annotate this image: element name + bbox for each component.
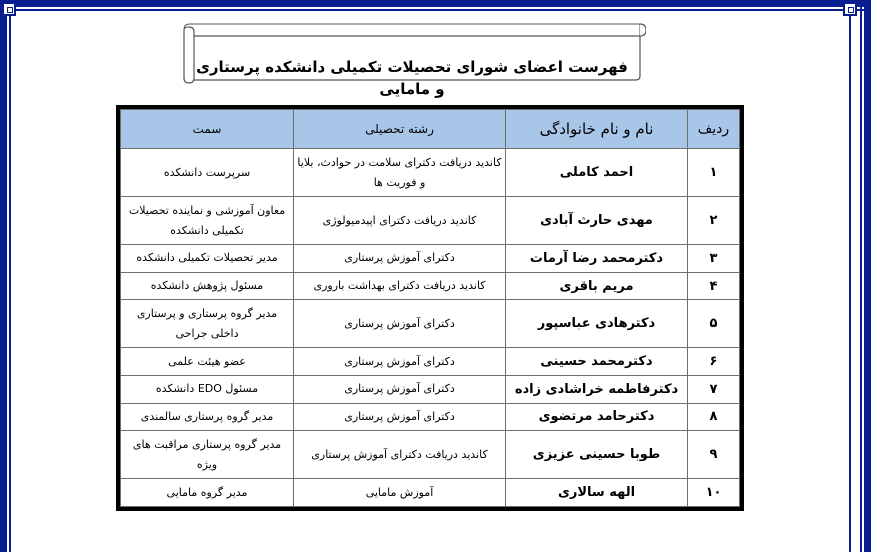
cell-row-number: ۳ xyxy=(688,245,740,273)
cell-field: کاندید دریافت دکترای بهداشت باروری xyxy=(294,272,506,300)
table-row xyxy=(121,300,740,348)
cell-name: دکترهادی عباسپور xyxy=(506,300,688,348)
cell-name: دکترمحمد حسینی xyxy=(506,348,688,376)
cell-position: معاون آموزشی و نماینده تحصیلات تکمیلی دانشکده xyxy=(121,197,294,245)
table-row xyxy=(121,197,740,245)
cell-name: دکترفاطمه خراشادی زاده xyxy=(506,376,688,404)
cell-position: مدیر گروه مامایی xyxy=(121,479,294,507)
cell-field: کاندید دریافت دکترای سلامت در حوادث، بلایا و فوریت ها xyxy=(294,149,506,197)
cell-row-number: ۷ xyxy=(688,376,740,404)
members-table xyxy=(120,109,740,507)
cell-row-number: ۶ xyxy=(688,348,740,376)
cell-field: دکترای آموزش پرستاری xyxy=(294,348,506,376)
page-border-top xyxy=(0,0,871,7)
table-row xyxy=(121,272,740,300)
table-row xyxy=(121,348,740,376)
header-position: سمت xyxy=(121,110,294,149)
cell-row-number: ۹ xyxy=(688,431,740,479)
cell-field: کاندید دریافت دکترای اپیدمیولوژی xyxy=(294,197,506,245)
page-border-right-inner xyxy=(849,12,851,552)
header-row-number: ردیف xyxy=(688,110,740,149)
table-row xyxy=(121,431,740,479)
cell-name: احمد کاملی xyxy=(506,149,688,197)
cell-name: الهه سالاری xyxy=(506,479,688,507)
cell-field: دکترای آموزش پرستاری xyxy=(294,403,506,431)
cell-name: مهدی حارث آبادی xyxy=(506,197,688,245)
cell-row-number: ۸ xyxy=(688,403,740,431)
cell-position: مدیر گروه پرستاری و پرستاری داخلی جراحی xyxy=(121,300,294,348)
page-title: فهرست اعضای شورای تحصیلات تکمیلی دانشکده پرستاری و مامایی xyxy=(196,58,628,98)
cell-row-number: ۱ xyxy=(688,149,740,197)
page-border-left xyxy=(0,0,7,552)
cell-position: مسئول پژوهش دانشکده xyxy=(121,272,294,300)
title-scroll-banner xyxy=(180,20,646,98)
cell-row-number: ۲ xyxy=(688,197,740,245)
cell-name: طوبا حسینی عزیزی xyxy=(506,431,688,479)
cell-name: دکترمحمد رضا آرمات xyxy=(506,245,688,273)
cell-field: دکترای آموزش پرستاری xyxy=(294,300,506,348)
cell-name: دکترحامد مرتضوی xyxy=(506,403,688,431)
table-row xyxy=(121,376,740,404)
page-corner-ornament xyxy=(843,2,857,16)
cell-field: کاندید دریافت دکترای آموزش پرستاری xyxy=(294,431,506,479)
header-field: رشته تحصیلی xyxy=(294,110,506,149)
cell-row-number: ۴ xyxy=(688,272,740,300)
cell-name: مریم باقری xyxy=(506,272,688,300)
cell-position: عضو هیئت علمی xyxy=(121,348,294,376)
table-header-row xyxy=(121,110,740,149)
table-row xyxy=(121,245,740,273)
cell-row-number: ۵ xyxy=(688,300,740,348)
cell-position: مسئول EDO دانشکده xyxy=(121,376,294,404)
members-table-frame xyxy=(116,105,744,511)
table-row xyxy=(121,479,740,507)
cell-field: آموزش مامایی xyxy=(294,479,506,507)
header-name: نام و نام خانوادگی xyxy=(506,110,688,149)
cell-field: دکترای آموزش پرستاری xyxy=(294,376,506,404)
table-row xyxy=(121,403,740,431)
cell-position: سرپرست دانشکده xyxy=(121,149,294,197)
cell-row-number: ۱۰ xyxy=(688,479,740,507)
cell-position: مدیر گروه پرستاری مراقبت های ویژه xyxy=(121,431,294,479)
page-border-right xyxy=(864,0,871,552)
cell-position: مدیر گروه پرستاری سالمندی xyxy=(121,403,294,431)
page-corner-ornament xyxy=(2,2,16,16)
cell-field: دکترای آموزش پرستاری xyxy=(294,245,506,273)
cell-position: مدیر تحصیلات تکمیلی دانشکده xyxy=(121,245,294,273)
table-row xyxy=(121,149,740,197)
